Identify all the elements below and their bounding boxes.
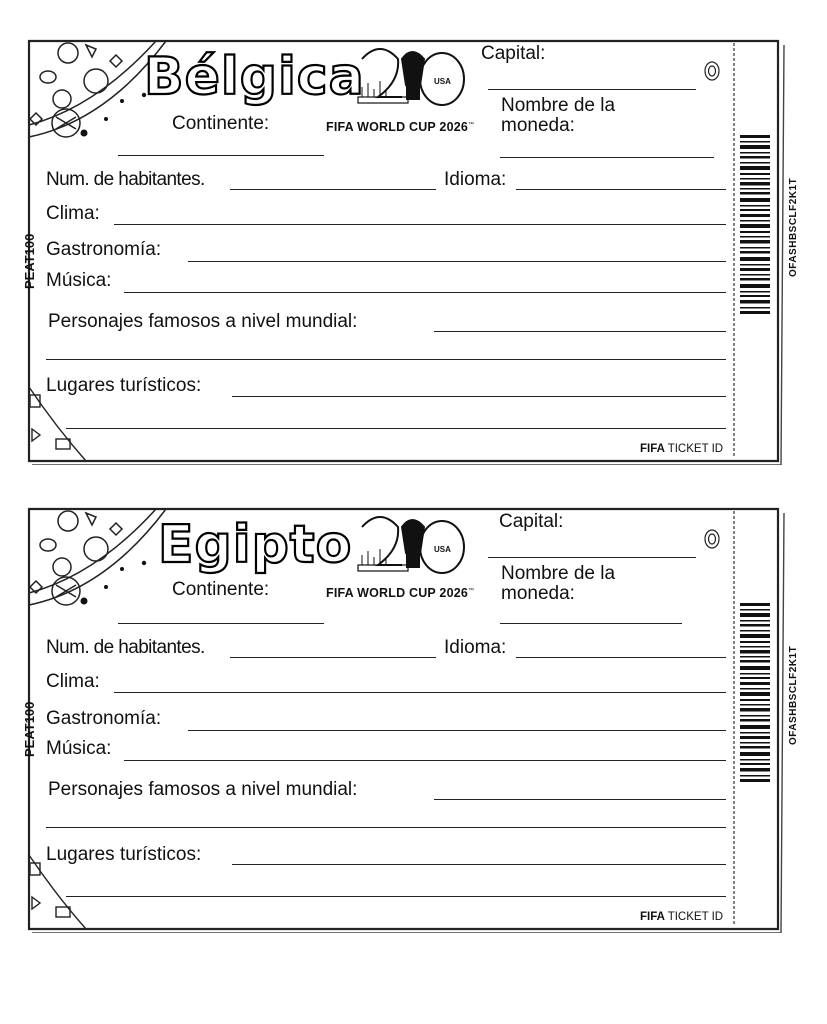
idioma-label: Idioma:: [444, 637, 507, 658]
country-title: Bélgica: [144, 47, 365, 107]
corner-decoration-bottom: [29, 387, 86, 461]
lugares-field[interactable]: [232, 396, 726, 397]
ticket-id-brand: FIFA: [640, 911, 665, 923]
clima-field[interactable]: [114, 692, 726, 693]
musica-field[interactable]: [124, 292, 726, 293]
personajes-field-2[interactable]: [46, 359, 726, 360]
barcode: [740, 603, 770, 782]
barcode-code: OFASHBSCLF2K1T: [788, 177, 799, 277]
logo-usa: USA: [434, 77, 451, 86]
stadium-icon: [705, 62, 719, 80]
cup-name-text: FIFA WORLD CUP 2026: [326, 120, 469, 134]
continente-field[interactable]: [118, 155, 324, 156]
musica-label: Música:: [46, 270, 112, 291]
habitantes-field[interactable]: [230, 189, 436, 190]
ticket-id-brand: FIFA: [640, 443, 665, 455]
cup-name-text: FIFA WORLD CUP 2026: [326, 586, 469, 600]
side-code: PEAT100: [22, 701, 37, 757]
clima-field[interactable]: [114, 224, 726, 225]
idioma-field[interactable]: [516, 189, 726, 190]
cup-tm: ™: [468, 121, 475, 128]
lugares-field-2[interactable]: [66, 896, 726, 897]
moneda-field[interactable]: [500, 157, 714, 158]
moneda-label-2: moneda:: [501, 115, 575, 136]
barcode-code: OFASHBSCLF2K1T: [788, 645, 799, 745]
moneda-label-1: Nombre de la: [501, 95, 616, 116]
musica-label: Música:: [46, 738, 112, 759]
personajes-field[interactable]: [434, 331, 726, 332]
side-code: PEAT100: [22, 233, 37, 289]
habitantes-label: Num. de habitantes.: [46, 637, 205, 658]
personajes-label: Personajes famosos a nivel mundial:: [48, 779, 358, 800]
logo-usa: USA: [434, 545, 451, 554]
stadium-icon: [705, 530, 719, 548]
corner-decoration-top: [29, 509, 166, 605]
moneda-field[interactable]: [500, 623, 682, 624]
moneda-label-1: Nombre de la: [501, 563, 616, 584]
continente-field[interactable]: [118, 623, 324, 624]
continente-label: Continente:: [172, 113, 270, 134]
habitantes-field[interactable]: [230, 657, 436, 658]
lugares-field[interactable]: [232, 864, 726, 865]
barcode: [740, 135, 770, 314]
capital-field[interactable]: [488, 557, 696, 558]
capital-field[interactable]: [488, 89, 696, 90]
cup-name: [326, 586, 474, 600]
ticket-egipto: [22, 505, 799, 933]
idioma-label: Idioma:: [444, 169, 507, 190]
personajes-field-2[interactable]: [46, 827, 726, 828]
lugares-field-2[interactable]: [66, 428, 726, 429]
clima-label: Clima:: [46, 671, 100, 692]
gastronomia-field[interactable]: [188, 261, 726, 262]
clima-label: Clima:: [46, 203, 100, 224]
habitantes-label: Num. de habitantes.: [46, 169, 205, 190]
lugares-label: Lugares turísticos:: [46, 844, 202, 865]
musica-field[interactable]: [124, 760, 726, 761]
idioma-field[interactable]: [516, 657, 726, 658]
gastronomia-label: Gastronomía:: [46, 708, 162, 729]
country-title: Egipto: [158, 515, 353, 575]
ticket-belgica: [22, 37, 799, 465]
capital-label: Capital:: [499, 511, 564, 532]
cup-tm: ™: [468, 587, 475, 594]
ticket-id-text: TICKET ID: [667, 911, 724, 923]
capital-label: Capital:: [481, 43, 546, 64]
ticket-id: [640, 443, 723, 455]
moneda-label-2: moneda:: [501, 583, 575, 604]
gastronomia-label: Gastronomía:: [46, 239, 162, 260]
ticket-id: [640, 911, 723, 923]
continente-label: Continente:: [172, 579, 270, 600]
gastronomia-field[interactable]: [188, 730, 726, 731]
corner-decoration-bottom: [29, 855, 86, 929]
personajes-label: Personajes famosos a nivel mundial:: [48, 311, 358, 332]
cup-name: [326, 120, 474, 134]
lugares-label: Lugares turísticos:: [46, 375, 202, 396]
ticket-id-text: TICKET ID: [667, 443, 724, 455]
personajes-field[interactable]: [434, 799, 726, 800]
